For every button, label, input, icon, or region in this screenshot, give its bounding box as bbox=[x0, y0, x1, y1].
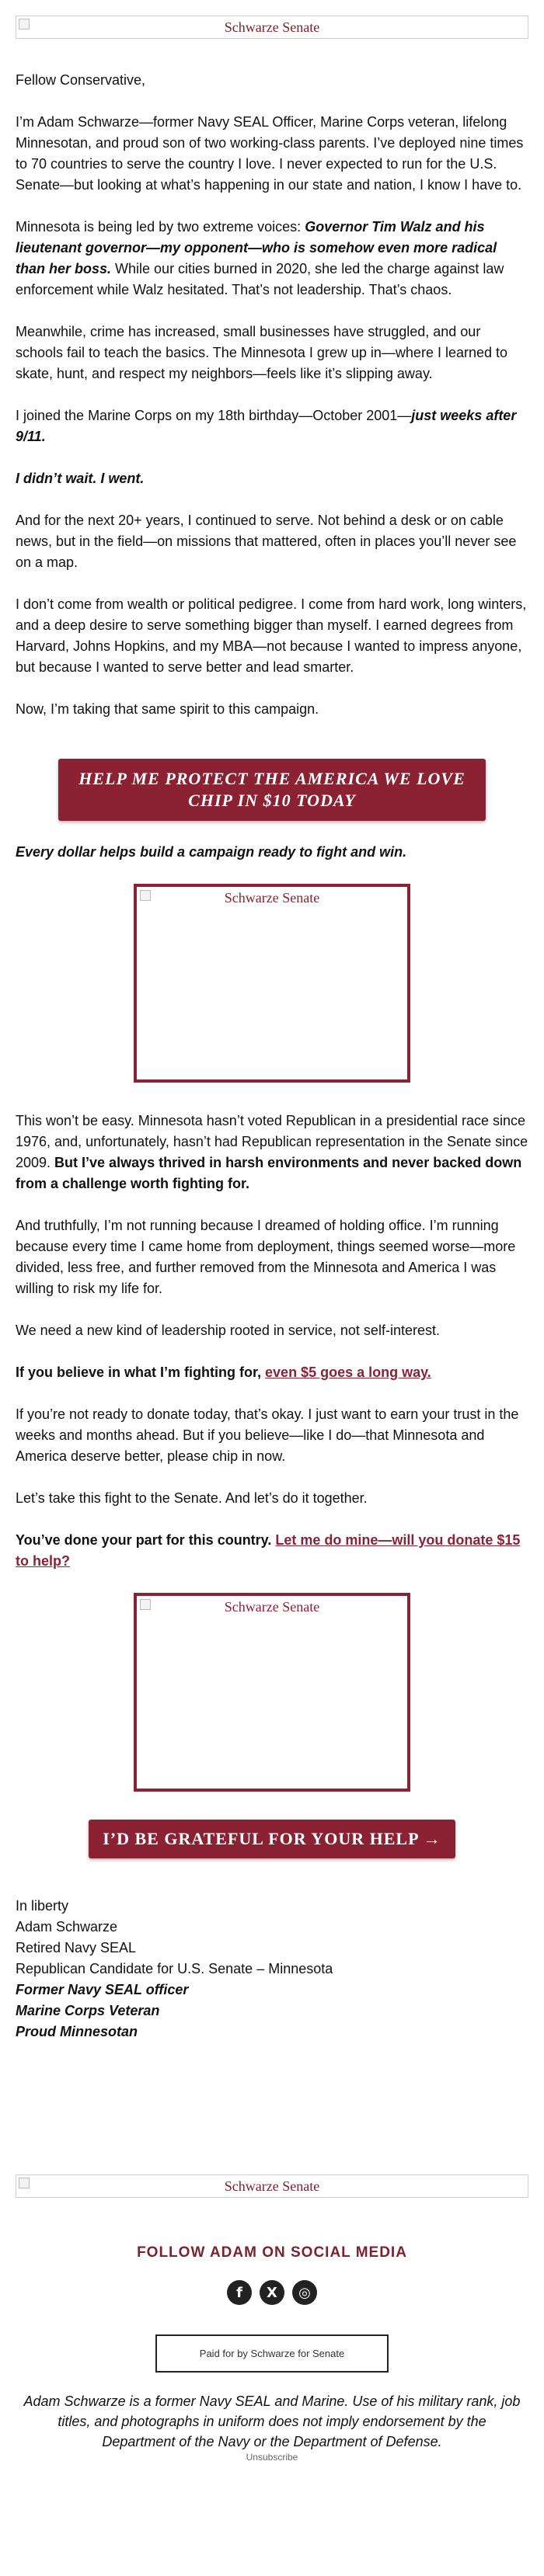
broken-image-icon bbox=[19, 2178, 30, 2188]
paragraph: If you’re not ready to donate today, that’s okay. I just want to earn your trust in the weeks and months ahead. But if you believe—like I do—that Minnesota and America deserve better, please chip in now. bbox=[16, 1406, 519, 1464]
instagram-icon[interactable]: ◎ bbox=[292, 2280, 317, 2305]
letter-body-continued bbox=[16, 1111, 528, 1572]
paragraph: And truthfully, I’m not running because I dreamed of holding office. I’m running because every time I came home from deployment, things seemed worse—more divided, less free, and further removed from the Minnesota and America I was willing to risk my life for. bbox=[16, 1218, 516, 1296]
candidate-photo-2[interactable] bbox=[134, 1593, 410, 1792]
bold-text: You’ve done your part for this country. bbox=[16, 1532, 276, 1548]
photo-alt: Schwarze Senate bbox=[224, 890, 320, 906]
bold-text: But I’ve always thrived in harsh environments and never backed down from a challenge worth fighting for. bbox=[16, 1155, 522, 1191]
emphasis-text: just weeks after 9/11. bbox=[16, 408, 517, 444]
signer-tag: Proud Minnesotan bbox=[16, 2024, 138, 2039]
footer-logo-alt: Schwarze Senate bbox=[224, 2178, 320, 2194]
signer-name: Adam Schwarze bbox=[16, 1919, 118, 1935]
header-logo-alt: Schwarze Senate bbox=[224, 19, 320, 35]
paragraph bbox=[16, 1111, 528, 1194]
paragraph: I don’t come from wealth or political pedigree. I come from hard work, long winters, and a deep desire to serve something bigger than myself. I earned degrees from Harvard, Johns Hopkins, and my MBA—not because I wanted to impress anyone, but because I wanted to serve better and lead smarter. bbox=[16, 596, 527, 675]
paragraph bbox=[16, 217, 528, 301]
cta-caption: Every dollar helps build a campaign ready to fight and win. bbox=[16, 844, 407, 860]
text: I joined the Marine Corps on my 18th birthday—October 2001— bbox=[16, 408, 412, 423]
follow-heading: FOLLOW ADAM ON SOCIAL MEDIA bbox=[137, 2244, 407, 2261]
letter-body bbox=[16, 70, 528, 720]
broken-image-icon bbox=[19, 19, 30, 30]
signer-tag: Marine Corps Veteran bbox=[16, 2003, 160, 2018]
text: This won’t be easy. Minnesota hasn’t voted Republican in a presidential race since 1976, and, unfortunately, hasn’t had Republican representation in the Senate since 2009. bbox=[16, 1113, 528, 1170]
emphasis-text: Governor Tim Walz and his lieutenant governor—my opponent—who is somehow even more radical than her boss. bbox=[16, 219, 497, 276]
paragraph: Let’s take this fight to the Senate. And let’s do it together. bbox=[16, 1490, 368, 1506]
x-icon[interactable]: X bbox=[260, 2280, 284, 2305]
header-logo-image bbox=[16, 16, 528, 39]
signature-block bbox=[16, 1896, 528, 2042]
donate-10-button[interactable]: HELP ME PROTECT THE AMERICA WE LOVE CHIP IN $10 TODAY bbox=[58, 759, 486, 821]
bold-text: If you believe in what I’m fighting for, bbox=[16, 1364, 266, 1380]
broken-image-icon bbox=[140, 1599, 151, 1610]
candidate-photo[interactable] bbox=[134, 884, 410, 1083]
footer-logo-image bbox=[16, 2174, 528, 2198]
paragraph bbox=[16, 1362, 528, 1383]
paid-for-box: Paid for by Schwarze for Senate bbox=[155, 2334, 389, 2373]
paragraph bbox=[16, 1530, 528, 1572]
greeting: Fellow Conservative, bbox=[16, 72, 146, 88]
social-links bbox=[16, 2280, 528, 2305]
paragraph bbox=[16, 405, 528, 447]
unsubscribe-label[interactable]: Unsubscribe bbox=[246, 2452, 298, 2463]
donate-5-link[interactable]: even $5 goes a long way. bbox=[265, 1364, 431, 1380]
signer-title: Retired Navy SEAL bbox=[16, 1940, 137, 1955]
signer-tag: Former Navy SEAL officer bbox=[16, 1982, 189, 1997]
donate-15-link[interactable]: Let me do mine—will you donate $15 to help? bbox=[16, 1532, 521, 1569]
facebook-icon[interactable]: f bbox=[227, 2280, 252, 2305]
cta-wrapper bbox=[16, 759, 528, 821]
signer-title: Republican Candidate for U.S. Senate – Minnesota bbox=[16, 1961, 333, 1976]
paragraph: I didn’t wait. I went. bbox=[16, 471, 145, 486]
grateful-help-button[interactable]: I’D BE GRATEFUL FOR YOUR HELP → bbox=[89, 1820, 455, 1858]
broken-image-icon bbox=[140, 890, 151, 901]
paragraph: And for the next 20+ years, I continued to serve. Not behind a desk or on cable news, but in the field—on missions that mattered, often in places you’ll never see on a map. bbox=[16, 513, 517, 570]
closing: In liberty bbox=[16, 1898, 69, 1914]
paragraph: Meanwhile, crime has increased, small businesses have struggled, and our schools fail to teach the basics. The Minnesota I grew up in—where I learned to skate, hunt, and respect my neighbors—feels like it’s slipping away. bbox=[16, 324, 508, 381]
footer bbox=[16, 2174, 528, 2463]
disclaimer: Adam Schwarze is a former Navy SEAL and Marine. Use of his military rank, job titles, and photographs in uniform does not imply endorsement by the Department of the Navy or the Department of Defense. bbox=[23, 2393, 521, 2449]
paragraph: We need a new kind of leadership rooted in service, not self-interest. bbox=[16, 1323, 440, 1338]
photo-alt: Schwarze Senate bbox=[224, 1599, 320, 1615]
paragraph: Now, I’m taking that same spirit to this campaign. bbox=[16, 701, 319, 717]
text: Minnesota is being led by two extreme voices: bbox=[16, 219, 305, 235]
unsubscribe-link[interactable] bbox=[16, 2452, 528, 2463]
paragraph: I’m Adam Schwarze—former Navy SEAL Officer, Marine Corps veteran, lifelong Minnesotan, and proud son of two working-class parents. I’ve deployed nine times to 70 countries to serve the country I love. I never expected to run for the U.S. Senate—but looking at what’s happening in our state and nation, I know I have to. bbox=[16, 114, 524, 193]
email-container bbox=[16, 0, 528, 2463]
text: While our cities burned in 2020, she led the charge against law enforcement while Walz hesitated. That’s not leadership. That’s chaos. bbox=[16, 261, 504, 297]
cta-wrapper-2 bbox=[16, 1820, 528, 1858]
